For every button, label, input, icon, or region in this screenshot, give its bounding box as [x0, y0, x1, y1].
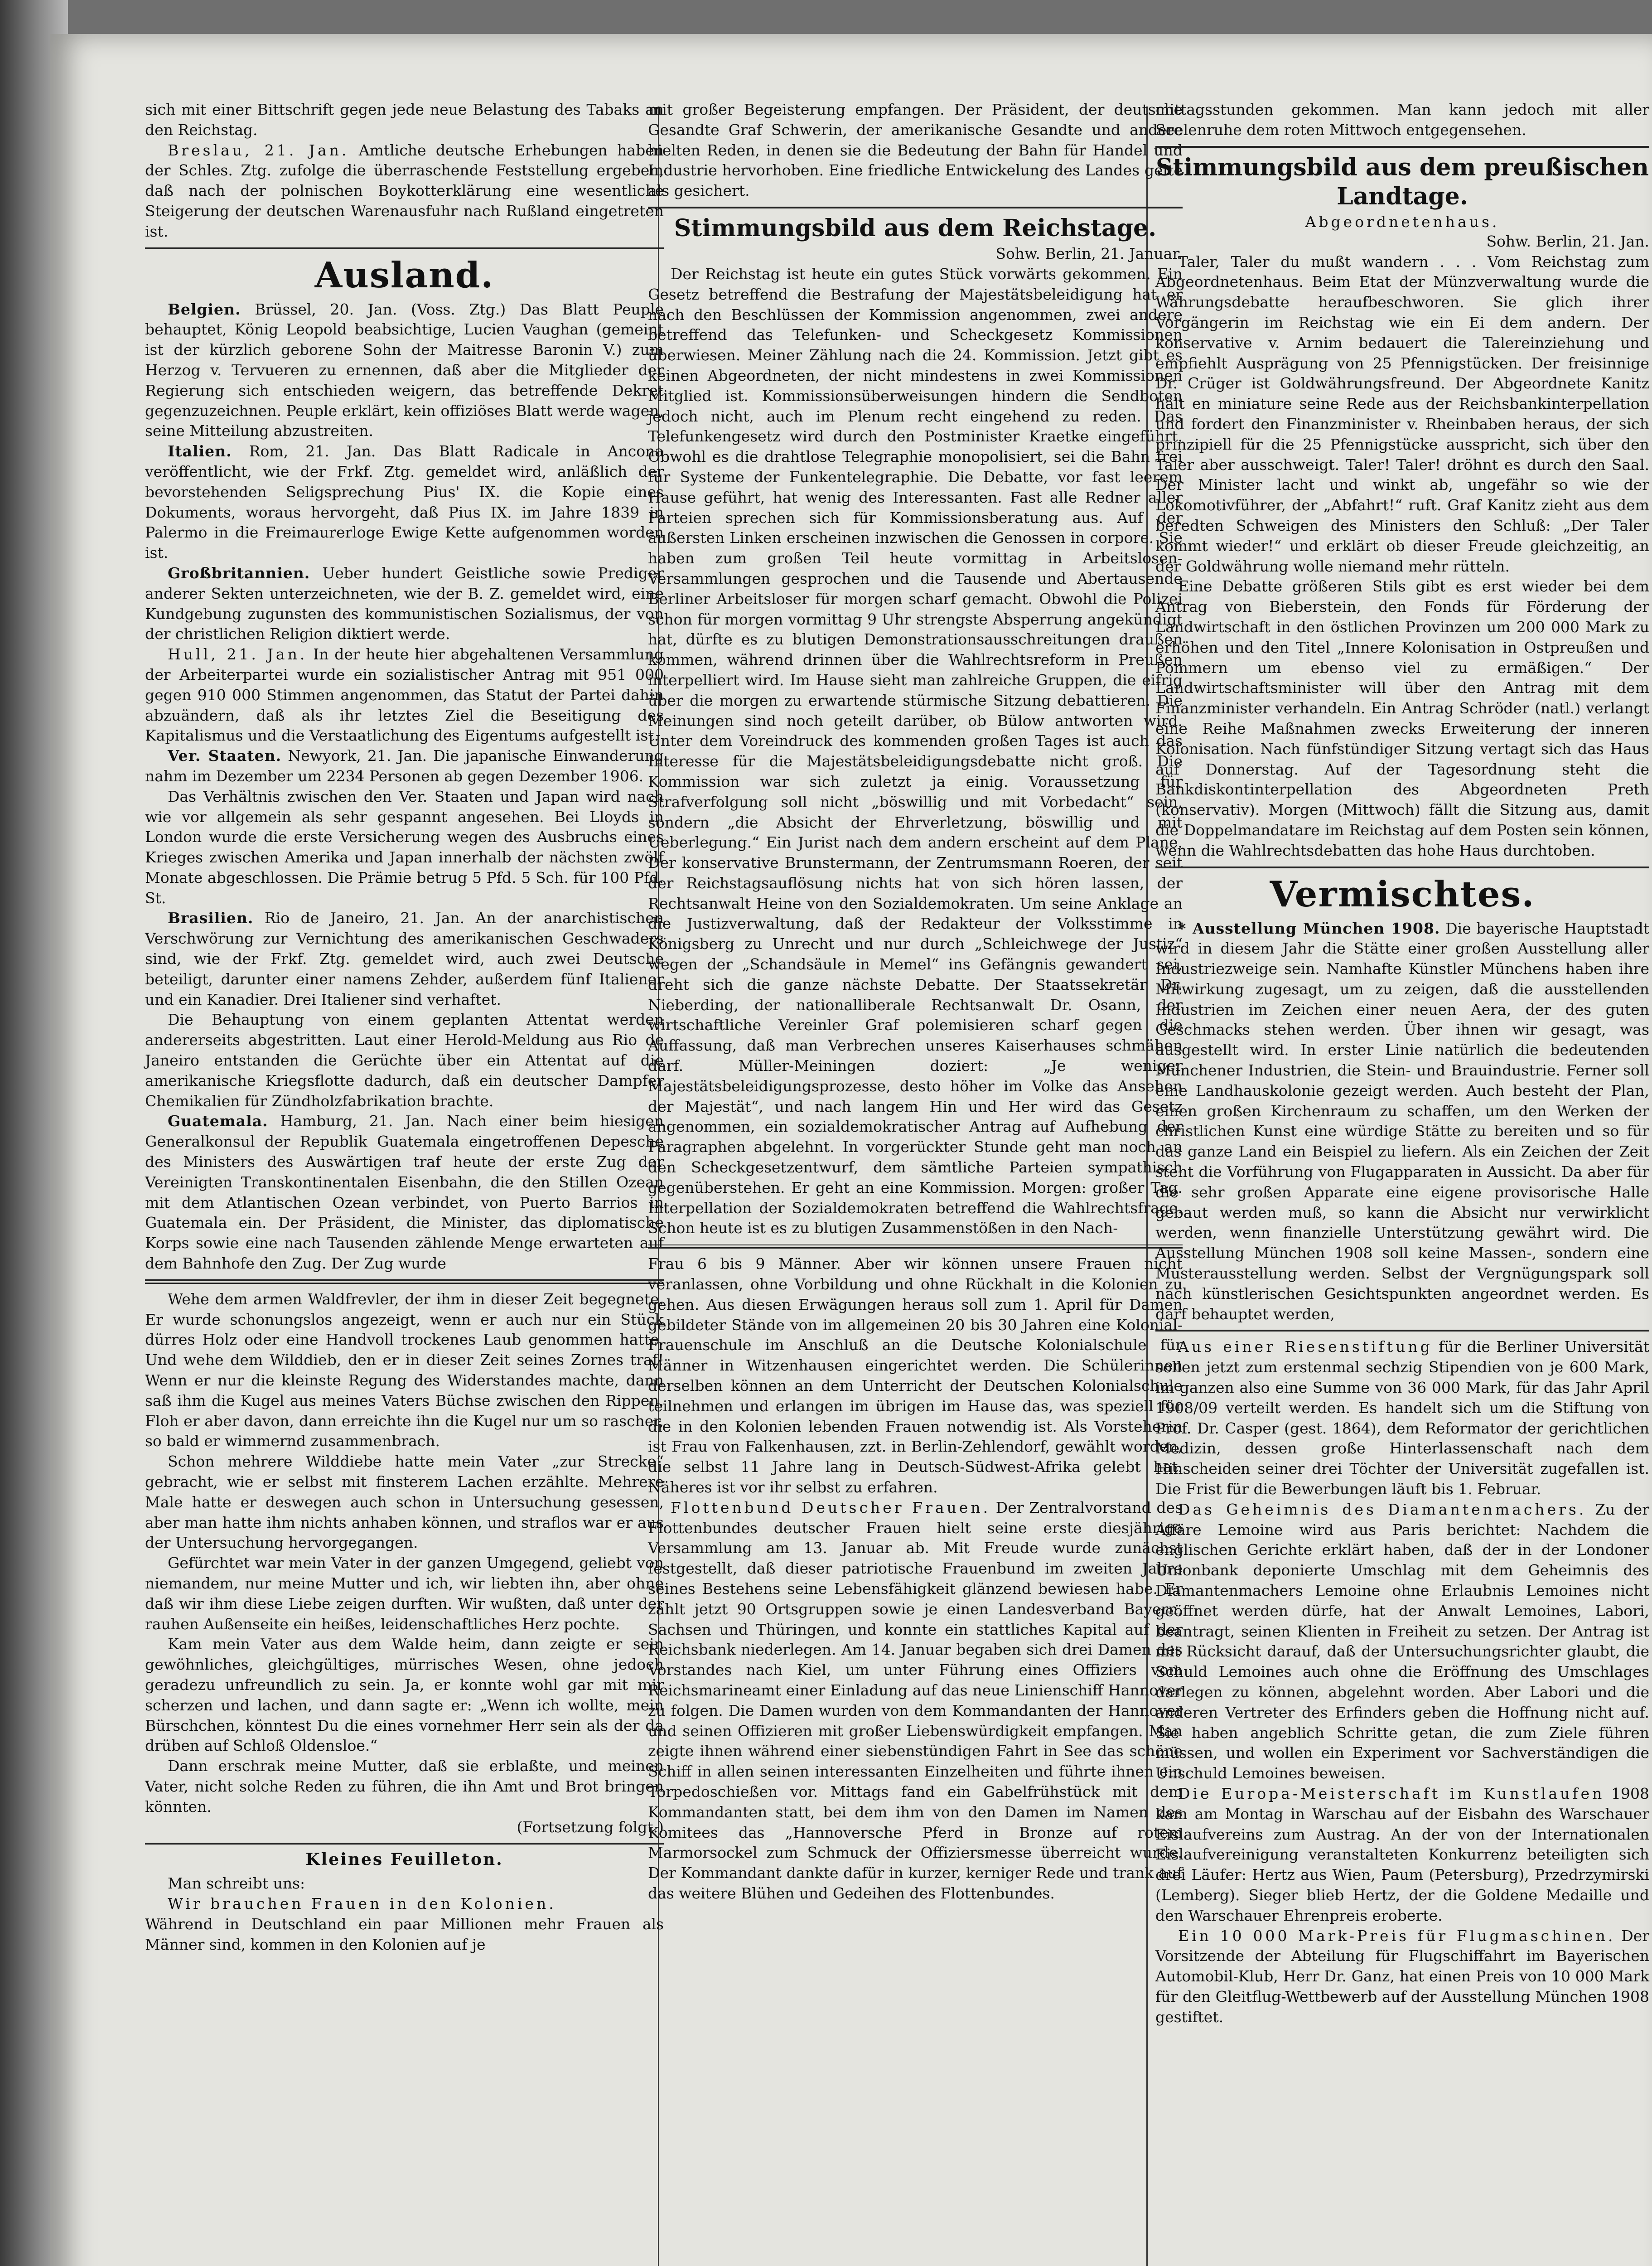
tabak-paragraph: sich mit einer Bittschrift gegen jede neue Belastung des Tabaks an den Reichstag.	[145, 101, 664, 139]
brasilien-paragraph	[145, 908, 664, 1010]
muenchen-text: Die bayerische Hauptstadt wird in diesem Jahr die Stätte einer großen Ausstellung aller Industriezweige sein. Namhafte Künstler Münchens haben ihre Mitwirkung zugesagt, um zu zeigen, daß die ausstellenden Industrien im Zeichen einer neuen Aera, der des guten Geschmacks stehen werden. Über ihnen wir gesagt, was ausgestellt wird. In erster Linie natürlich die bedeutenden Münchener Industrien, die Stein- und Brauindustrie. Ferner soll eine Landhauskolonie gezeigt werden. Auch besteht der Plan, einen großen Kirchenraum zu schaffen, um den Werken der christlichen Kunst eine würdige Stätte zu bereiten und so für das ganze Land ein Beispiel zu liefern. Als ein Zeichen der Zeit steht die Vorführung von Flugapparaten in Aussicht. Da aber für die sehr großen Apparate eine eigene provisorische Halle gebaut werden muß, so kann die Absicht nur verwirklicht werden, wenn finanzielle Unterstützung gewährt wird. Die Ausstellung München 1908 soll keine Massen-, sondern eine Musterausstellung werden. Selbst der Vergnügungspark soll nach künstlerischen Gesichtspunkten angeordnet werden. Es darf behauptet werden,	[1155, 919, 1649, 1323]
landtag-byline: Sohw. Berlin, 21. Jan.	[1486, 232, 1649, 250]
landtag-subheading: Abgeordnetenhaus.	[1305, 213, 1500, 231]
breslau-paragraph	[145, 140, 664, 242]
reichstag-continued: mittagsstunden gekommen. Man kann jedoch mit aller Seelenruhe dem roten Mittwoch entgegensehen.	[1155, 101, 1649, 139]
belgien-paragraph	[145, 300, 664, 442]
breslau-place: Breslau, 21. Jan.	[168, 141, 349, 159]
gb-paragraph	[145, 563, 664, 644]
muenchen-label: * Ausstellung München 1908.	[1178, 919, 1440, 937]
column-1	[145, 100, 664, 1955]
em-paragraph	[1155, 1784, 1649, 1926]
belgien-label: Belgien.	[168, 300, 241, 318]
novel-paragraph-3: Gefürchtet war mein Vater in der ganzen Umgegend, geliebt von niemandem, nur meine Mutter und ich, wir liebten ihn, aber ohne daß wir ihm diese Liebe zeigen durften. Wir wußten, daß unter der rauhen Außenseite ein heißes, leidenschaftliches Herz pochte.	[145, 1554, 664, 1633]
diamant-paragraph	[1155, 1500, 1649, 1784]
novel-paragraph-1: Wehe dem armen Waldfrevler, der ihm in dieser Zeit begegnete. Er wurde schonungslos angezeigt, wenn er auch nur ein Stück dürres Holz oder eine Handvoll trockenes Laub genommen hatte. Und wehe dem Wilddieb, den er in dieser Zeit seines Zornes traf! Wenn er nur die kleinste Regung des Widerstandes machte, dann saß ihm die Kugel aus meines Vaters Büchse zwischen den Rippen. Floh er aber davon, dann erreichte ihn die Kugel nur um so rascher, so bald er wimmernd zusammenbrach.	[145, 1290, 664, 1450]
stiftung-label: Aus einer Riesenstiftung	[1178, 1338, 1433, 1356]
flug-label: Ein 10 000 Mark-Preis für Flugmaschinen.	[1178, 1927, 1616, 1945]
diamant-text: Zu der Affäre Lemoine wird aus Paris berichtet: Nachdem die englischen Gerichte erklärt haben, daß der in der Londoner Unionbank deponierte Umschlag mit dem Geheimnis des Diamantenmachers Lemoine ohne Erlaubnis Lemoines nicht geöffnet werden dürfe, hat der Anwalt Lemoines, Labori, beantragt, seinen Klienten in Freiheit zu setzen. Der Antrag ist mit Rücksicht darauf, daß der Untersuchungsrichter glaubt, die Schuld Lemoines auch ohne die Eröffnung des Umschlages darlegen zu können, abgelehnt worden. Aber Labori und die anderen Vertreter des Erfinders geben die Hoffnung nicht auf. Sie haben angeblich Schritte getan, die zum Ziele führen müssen, und wollen ein Experiment vor Sachverständigen die Unschuld Lemoines beweisen.	[1155, 1500, 1649, 1782]
rule	[1155, 1330, 1649, 1332]
hull-place: Hull, 21. Jan.	[168, 645, 308, 663]
us-paragraph	[145, 746, 664, 787]
em-text: 1908 kam am Montag in Warschau auf der Eisbahn des Warschauer Eislaufvereins zum Austrag. An der von der Internationalen Eislaufvereinigung veranstalteten Konkurrenz beteiligten sich drei Läufer: Hertz aus Wien, Paum (Petersburg), Przedrzymirski (Lemberg). Sieger blieb Hertz, der die Goldene Medaille und den Warschauer Ehrenpreis eroberte.	[1155, 1784, 1649, 1924]
gb-label: Großbritannien.	[168, 564, 310, 582]
guatemala-text: Hamburg, 21. Jan. Nach einer beim hiesigen Generalkonsul der Republik Guatemala eingetroffenen Depesche des Ministers des Auswärtigen traf heute der erste Zug der Vereinigten Transkontinentalen Eisenbahn, die den Stillen Ozean mit dem Atlantischen Ozean verbindet, von Puerto Barrios in Guatemala ein. Der Präsident, die Minister, das diplomatische Korps sowie eine nach Tausenden zählende Menge erwarteten auf dem Bahnhofe den Zug. Der Zug wurde	[145, 1112, 664, 1273]
italien-label: Italien.	[168, 442, 232, 460]
novel-continued: (Fortsetzung folgt.)	[517, 1818, 664, 1836]
ausland-heading: Ausland.	[314, 254, 494, 296]
hull-text: In der heute hier abgehaltenen Versammlung der Arbeiterpartei wurde ein sozialistischer Antrag mit 951 000 gegen 910 000 Stimmen angenommen, das Statut der Partei dahin abzuändern, daß als ihr letztes Ziel die Beseitigung des Kapitalismus und die Verstaatlichung des Eigentums aufgestellt ist.	[145, 645, 664, 745]
flottenbund-paragraph	[648, 1498, 1183, 1904]
flottenbund-text: Der Zentralvorstand des Flottenbundes deutscher Frauen hielt seine erste diesjährige Versammlung am 13. Januar ab. Mit Freude wurde zunächst festgestellt, daß dieser patriotische Frauenbund im zweiten Jahre seines Bestehens seine Lebensfähigkeit glänzend bewiesen habe. Er zählt jetzt 90 Ortsgruppen sowie je einen Landesverband Bayern, Sachsen und Thüringen, und konnte ein stattliches Kapital auf der Reichsbank niederlegen. Am 14. Januar begaben sich drei Damen des Vorstandes nach Kiel, um unter Führung eines Offiziers vom Reichsmarineamt einer Einladung auf das neue Linienschiff Hannover zu folgen. Die Damen wurden von dem Kommandanten der Hannover und seinen Offizieren mit großer Liebenswürdigkeit empfangen. Man zeigte ihnen während einer siebenstündigen Fahrt in See das schöne Schiff in allen seinen interessanten Einzelheiten und führte ihnen ein Torpedoschießen vor. Mittags fand ein Gabelfrühstück mit dem Kommandanten statt, bei dem ihm von den Damen im Namen des Komitees das „Hannoversche Pferd in Bronze auf rotem Marmorsockel zum Schmuck der Offiziersmesse überreicht wurde. Der Kommandant dankte dafür in kurzer, kerniger Rede und trank auf das weitere Blühen und Gedeihen des Flottenbundes.	[648, 1498, 1183, 1902]
breslau-text: Amtliche deutsche Erhebungen haben der Schles. Ztg. zufolge die überraschende Feststellung ergeben, daß nach der polnischen Boykotterklärung eine wesentliche Steigerung der deutschen Warenausfuhr nach Rußland eingetreten ist.	[145, 141, 664, 240]
stiftung-paragraph	[1155, 1337, 1649, 1499]
kolonien-text: Frau 6 bis 9 Männer. Aber wir können unsere Frauen nicht veranlassen, ohne Vorbildung und ohne Rückhalt in die Kolonien zu gehen. Aus diesen Erwägungen heraus soll zum 1. April für Damen gebildeter Stände von im allgemeinen 20 bis 30 Jahren eine Kolonial-Frauenschule im Anschluß an die Deutsche Kolonialschule für Männer in Witzenhausen eingerichtet werden. Die Schülerinnen derselben können an dem Unterricht der Deutschen Kolonialschule teilnehmen und erlangen im übrigen im Hause das, was speziell für die in den Kolonien lebenden Frauen notwendig ist. Als Vorsteherin ist Frau von Falkenhausen, zzt. in Berlin-Zehlendorf, gewählt worden, die selbst 11 Jahre lang in Deutsch-Südwest-Afrika gelebt hat. Näheres ist vor ihr selbst zu erfahren.	[648, 1255, 1183, 1496]
feuilleton-rule	[145, 1279, 664, 1284]
novel-paragraph-2: Schon mehrere Wilddiebe hatte mein Vater „zur Strecke“ gebracht, wie er selbst mit finsterem Lachen erzählte. Mehrere Male hatte er deswegen auch schon in Untersuchung gesessen, aber man hatte ihm nichts anhaben können, und straflos war er aus der Untersuchung hervorgegangen.	[145, 1453, 664, 1552]
brasilien-label: Brasilien.	[168, 909, 254, 927]
landtag-heading: Stimmungsbild aus dem preußischen Landtage.	[1156, 153, 1649, 210]
rule	[648, 207, 1183, 208]
gb-text: Ueber hundert Geistliche sowie Prediger anderer Sekten unterzeichneten, wie der B. Z. gemeldet wird, eine Kundgebung zugunsten des kommunistischen Sozialismus, der von der christlichen Religion diktiert werde.	[145, 564, 664, 643]
hull-paragraph	[145, 644, 664, 746]
italien-paragraph	[145, 441, 664, 563]
vermischtes-heading: Vermischtes.	[1270, 873, 1535, 915]
stiftung-text: für die Berliner Universität sollen jetzt zum erstenmal sechzig Stipendien von je 600 Mark, im ganzen also eine Summe von 36 000 Mark, für das Jahr April 1908/09 verteilt werden. Es handelt sich um die Stiftung von Prof. Dr. Casper (gest. 1864), dem Reformator der gerichtlichen Medizin, dessen große Hinterlassenschaft nach dem Hinscheiden seiner drei Töchter der Universität zugefallen ist. Die Frist für die Bewerbungen läuft bis 1. Februar.	[1155, 1338, 1649, 1498]
rule	[1155, 867, 1649, 868]
reichstag-heading: Stimmungsbild aus dem Reichstage.	[674, 214, 1157, 242]
feuilleton-heading: Kleines Feuilleton.	[305, 1850, 503, 1869]
rule	[145, 1843, 664, 1845]
column-2	[648, 100, 1183, 1904]
us-text: Newyork, 21. Jan. Die japanische Einwanderung nahm im Dezember um 2234 Personen ab gegen Dezember 1906.	[145, 747, 664, 785]
brasilien-text: Rio de Janeiro, 21. Jan. An der anarchistischen Verschwörung zur Vernichtung des amerikanischen Geschwaders sind, wie der Frkf. Ztg. gemeldet wird, auch zwei Deutsche beteiligt, darunter einer namens Zehder, außerdem fünf Italiener und ein Kanadier. Drei Italiener sind verhaftet.	[145, 909, 664, 1008]
em-label: Die Europa-Meisterschaft im Kunstlaufen	[1178, 1784, 1605, 1802]
us-label: Ver. Staaten.	[168, 747, 282, 765]
diamant-label: Das Geheimnis des Diamantenmachers.	[1178, 1500, 1587, 1518]
flug-text: Der Vorsitzende der Abteilung für Flugschiffahrt im Bayerischen Automobil-Klub, Herr Dr. Ganz, hat einen Preis von 10 000 Mark für den Gleitflug-Wettbewerb auf der Ausstellung München 1908 gestiftet.	[1155, 1927, 1649, 2026]
us-paragraph-2: Das Verhältnis zwischen den Ver. Staaten und Japan wird nach wie vor allgemein als sehr gespannt angesehen. Bei Lloyds in London wurde die erste Versicherung wegen des Ausbruchs eines Krieges zwischen Amerika und Japan innerhalb der nächsten zwölf Monate abgeschlossen. Die Prämie betrug 5 Pfd. 5 Sch. für 100 Pfd. St.	[145, 787, 664, 907]
reichstag-text: Der Reichstag ist heute ein gutes Stück vorwärts gekommen. Ein Gesetz betreffend die Bestrafung der Majestätsbeleidigung hat er nach den Beschlüssen der Kommission angenommen, zwei andere betreffend das Telefunken- und Scheckgesetz Kommissionen überwiesen. Meiner Zählung nach die 24. Kommission. Jetzt gibt es keinen Abgeordneten, der nicht mindestens in zwei Kommissionen Mitglied ist. Kommissionsüberweisungen hindern die Sendboten jedoch nicht, auch im Plenum recht eingehend zu reden. Das Telefunkengesetz wird durch den Postminister Kraetke eingeführt. Obwohl es die drahtlose Telegraphie monopolisiert, sei die Bahn frei für Systeme der Funkentelegraphie. Die Debatte, vor fast leerem Hause geführt, hat wenig des Interessanten. Fast alle Redner aller Parteien sprechen sich für Kommissionsberatung aus. Auf der äußersten Linken erscheinen inzwischen die Genossen in corpore. Sie haben zum großen Teil heute vormittag in Arbeitslosen-Versammlungen gesprochen und die Tausende und Abertausende Berliner Arbeitsloser für morgen scharf gemacht. Obwohl die Polizei schon für morgen vormittag 9 Uhr strengste Absperrung angekündigt hat, dürfte es zu blutigen Demonstrationsausschreitungen draußen kommen, während drinnen über die Wahlrechtsreform in Preußen interpelliert wird. Im Hause sieht man zahlreiche Gruppen, die eifrig über die morgen zu erwartende stürmische Sitzung debattieren. Die Meinungen sind noch geteilt darüber, ob Bülow antworten wird. Unter dem Voreindruck des kommenden großen Tages ist auch das Interesse für die Majestätsbeleidigungsdebatte nicht groß. Die Kommission war sich zuletzt ja einig. Voraussetzung für Strafverfolgung soll nicht „böswillig und mit Vorbedacht“ sein, sondern „die Absicht der Ehrverletzung, böswillig und mit Ueberlegung.“ Ein Jurist nach dem andern erscheint auf dem Plane. Der konservative Brunstermann, der Zentrumsmann Roeren, der seit der Reichstagsauflösung nichts hat von sich hören lassen, der Rechtsanwalt Heine von den Sozialdemokraten. Um seine Anklage an die Justizverwaltung, daß der Redakteur der Volksstimme in Königsberg zu Unrecht und nur durch „Schleichwege der Justiz“ wegen der „Schandsäule in Memel“ ins Gefängnis gewandert sei, dreht sich die ganze nächste Debatte. Der Staatssekretär Dr. Nieberding, der nationalliberale Rechtsanwalt Dr. Osann, der wirtschaftliche Vereinler Graf polemisieren scharf gegen die Auffassung, daß man Verbrechen unseres Kaiserhauses schmähen darf. Müller-Meiningen doziert: „Je weniger Majestätsbeleidigungsprozesse, desto höher im Volke das Ansehen der Majestät“, und nach langem Hin und Her wird das Gesetz angenommen, ein sozialdemokratischer Antrag auf Aufhebung der Paragraphen abgelehnt. In vorgerückter Stunde geht man noch an den Scheckgesetzentwurf, dem sämtliche Parteien sympathisch gegenüberstehen. Er geht an eine Kommission. Morgen: großer Tag. Interpellation der Sozialdemokraten betreffend die Wahlrechtsfrage. Schon heute ist es zu blutigen Zusammenstößen in den Nach-	[648, 265, 1183, 1237]
guatemala-label: Guatemala.	[168, 1112, 268, 1130]
guatemala-paragraph	[145, 1111, 664, 1273]
column-3	[1155, 100, 1649, 2028]
feuilleton-intro: Man schreibt uns:	[168, 1874, 305, 1893]
belgien-text: Brüssel, 20. Jan. (Voss. Ztg.) Das Blatt Peuple behauptet, König Leopold beabsichtige, Lucien Vaughan (gemeint ist der kürzlich geborene Sohn der Maitresse Baronin V.) zum Herzog v. Tervueren zu ernennen, daß aber die Mitglieder der Regierung sich entschieden weigern, das betreffende Dekret gegenzuzeichnen. Peuple erklärt, kein offiziöses Blatt werde wagen, seine Mitteilung abzustreiten.	[145, 300, 664, 440]
feuilleton-subheading: Wir brauchen Frauen in den Kolonien.	[168, 1895, 556, 1913]
brasilien-paragraph-2: Die Behauptung von einem geplanten Attentat werden andererseits abgestritten. Laut einer Herold-Meldung aus Rio de Janeiro entstanden die Gerüchte über ein Attentat auf die amerikanische Kriegsflotte dadurch, daß ein deutscher Dampfer Chemikalien für Zündholzfabrikation brachte.	[145, 1011, 664, 1110]
feuilleton-text: Während in Deutschland ein paar Millionen mehr Frauen als Männer sind, kommen in den Kolonien auf je	[145, 1915, 664, 1953]
rule	[145, 247, 664, 249]
landtag-text-2: Eine Debatte größeren Stils gibt es erst wieder bei dem Antrag von Bieberstein, den Fonds für Förderung der Landwirtschaft in den östlichen Provinzen um 200 000 Mark zu erhöhen und den Titel „Innere Kolonisation in Ostpreußen und Pommern um ebenso viel zu ermäßigen.“ Der Landwirtschaftsminister will über den Antrag mit dem Finanzminister verhandeln. Ein Antrag Schröder (natl.) verlangt eine Reihe Maßnahmen zwecks Erweiterung der inneren Kolonisation. Nach fünfstündiger Sitzung vertagt sich das Haus auf Donnerstag. Auf der Tagesordnung steht die Bankdiskontinterpellation des Abgeordneten Preth (konservativ). Morgen (Mittwoch) fällt die Sitzung aus, damit die Doppelmandatare im Reichstag auf dem Posten sein können, wenn die Wahlrechtsdebatten das hohe Haus durchtoben.	[1155, 577, 1649, 859]
italien-text: Rom, 21. Jan. Das Blatt Radicale in Ancona veröffentlicht, wie der Frkf. Ztg. gemeldet wird, anläßlich der bevorstehenden Seligsprechung Pius' IX. die Kopie eines Dokuments, woraus hervorgeht, daß Pius IX. im Jahre 1839 in Palermo in die Freimaurerloge Ewige Kette aufgenommen worden ist.	[145, 442, 664, 562]
rule	[1155, 146, 1649, 148]
landtag-text-1: Taler, Taler du mußt wandern . . . Vom Reichstag zum Abgeordnetenhaus. Beim Etat der Münzverwaltung wurde die Währungsdebatte heraufbeschworen. Sie glich ihrer Vorgängerin im Reichstag wie ein Ei dem andern. Der konservative v. Arnim bedauert die Talereinziehung und empfiehlt Ausprägung von 25 Pfennigstücken. Der freisinnige Dr. Crüger ist Goldwährungsfreund. Der Abgeordnete Kanitz hält en miniature seine Rede aus der Reichsbankinterpellation und fordert den Finanzminister v. Rheinbaben heraus, der sich prinzipiell für die 25 Pfennigstücke ausspricht, sich über den Taler aber ausschweigt. Taler! Taler! dröhnt es durch den Saal. Der Minister lacht und winkt ab, ungefähr so wie der Lokomotivführer, der „Abfahrt!“ ruft. Graf Kanitz zieht aus dem beredten Schweigen des Ministers den Schluß: „Der Taler kommt wieder!“ und erklärt ob dieser Freude gleichzeitig, an der Goldwährung wolle niemand mehr rütteln.	[1155, 252, 1649, 575]
flottenbund-label: Flottenbund Deutscher Frauen.	[671, 1498, 991, 1516]
flug-paragraph	[1155, 1926, 1649, 2028]
novel-paragraph-4: Kam mein Vater aus dem Walde heim, dann zeigte er sein gewöhnliches, gleichgültiges, mürrisches Wesen, ohne jedoch geradezu unfreundlich zu sein. Ja, er konnte wohl gar mit mir scherzen und lachen, und dann sagte er: „Wenn ich wollte, mein Bürschchen, könntest Du die eines vornehmer Herr sein als der da drüben auf Schloß Oldensloe.“	[145, 1635, 664, 1755]
newspaper-page	[50, 34, 1652, 2266]
muenchen-paragraph	[1155, 919, 1649, 1325]
reichstag-byline: Sohw. Berlin, 21. Januar.	[995, 244, 1183, 262]
novel-paragraph-5: Dann erschrak meine Mutter, daß sie erblaßte, und meinen Vater, nicht solche Reden zu führen, die ihn Amt und Brot bringen könnten.	[145, 1757, 664, 1816]
feuilleton-rule	[648, 1244, 1183, 1249]
guatemala-continued: mit großer Begeisterung empfangen. Der Präsident, der deutsche Gesandte Graf Schwerin, der amerikanische Gesandte und andere hielten Reden, in denen sie die Bedeutung der Bahn für Handel und Industrie hervorhoben. Eine friedliche Entwickelung des Landes gelte als gesichert.	[648, 101, 1183, 200]
